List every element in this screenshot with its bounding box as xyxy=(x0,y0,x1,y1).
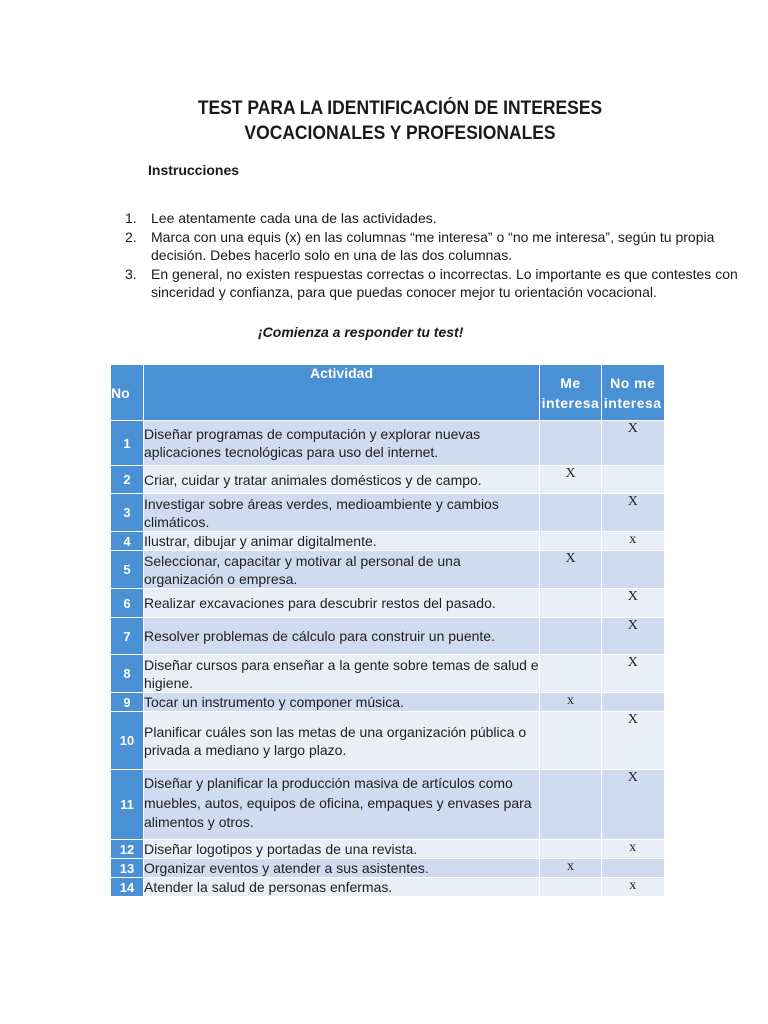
activity-cell: Atender la salud de personas enfermas. xyxy=(144,878,540,897)
table-row xyxy=(111,712,664,770)
title-line-2: VOCACIONALES Y PROFESIONALES xyxy=(244,123,556,144)
row-number: 10 xyxy=(111,712,144,770)
no-me-interesa-cell[interactable]: x xyxy=(602,878,664,897)
activity-cell: Investigar sobre áreas verdes, medioambiente y cambios climáticos. xyxy=(144,494,540,532)
no-me-interesa-cell[interactable] xyxy=(602,551,664,589)
instructions-heading: Instrucciones xyxy=(148,162,240,178)
instruction-text: En general, no existen respuestas correctas o incorrectas. Lo importante es que contestes con sinceridad y confianza, para que puedas conocer mejor tu orientación vocacional. xyxy=(151,265,738,300)
no-me-interesa-cell[interactable] xyxy=(602,466,664,494)
instruction-text: Marca con una equis (x) en las columnas “me interesa” o “no me interesa”, según tu propia decisión. Debes hacerlo solo en una de las dos columnas. xyxy=(151,228,715,263)
me-interesa-cell[interactable] xyxy=(540,532,602,551)
table-row xyxy=(111,466,664,494)
instruction-item xyxy=(122,265,742,302)
activity-cell: Criar, cuidar y tratar animales domésticos y de campo. xyxy=(144,466,540,494)
column-header-activity: Actividad xyxy=(144,365,540,421)
instruction-number: 2. xyxy=(125,228,137,245)
start-test-prompt: ¡Comienza a responder tu test! xyxy=(258,324,464,340)
activity-cell: Resolver problemas de cálculo para construir un puente. xyxy=(144,618,540,655)
row-number: 11 xyxy=(111,770,144,840)
me-interesa-cell[interactable] xyxy=(540,655,602,693)
row-number: 12 xyxy=(111,840,144,859)
activity-cell: Ilustrar, dibujar y animar digitalmente. xyxy=(144,532,540,551)
activities-table xyxy=(110,364,664,896)
table-row xyxy=(111,655,664,693)
me-interesa-cell[interactable]: X xyxy=(540,551,602,589)
activity-cell: Diseñar y planificar la producción masiva de artículos como muebles, autos, equipos de oficina, empaques y envases para alimentos y otros. xyxy=(144,770,540,840)
title-line-1: TEST PARA LA IDENTIFICACIÓN DE INTERESES xyxy=(197,98,603,119)
row-number: 7 xyxy=(111,618,144,655)
me-interesa-cell[interactable] xyxy=(540,878,602,897)
no-me-interesa-cell[interactable]: x xyxy=(602,532,664,551)
no-me-interesa-cell[interactable] xyxy=(602,859,664,878)
table-row xyxy=(111,878,664,897)
me-interesa-cell[interactable] xyxy=(540,770,602,840)
me-interesa-cell[interactable]: x xyxy=(540,693,602,712)
table-row xyxy=(111,494,664,532)
no-me-interesa-cell[interactable] xyxy=(602,693,664,712)
table-row xyxy=(111,421,664,466)
row-number: 4 xyxy=(111,532,144,551)
instruction-text: Lee atentamente cada una de las actividades. xyxy=(151,210,437,226)
table-header-row xyxy=(111,365,664,421)
no-me-interesa-cell[interactable]: X xyxy=(602,712,664,770)
table-row xyxy=(111,693,664,712)
column-header-me-interesa: Me interesa xyxy=(540,365,602,421)
no-me-interesa-cell[interactable]: X xyxy=(602,618,664,655)
no-me-interesa-cell[interactable]: X xyxy=(602,494,664,532)
me-interesa-cell[interactable] xyxy=(540,618,602,655)
no-me-interesa-cell[interactable]: X xyxy=(602,589,664,618)
instruction-number: 3. xyxy=(125,265,137,282)
no-me-interesa-cell[interactable]: X xyxy=(602,770,664,840)
activity-cell: Realizar excavaciones para descubrir restos del pasado. xyxy=(144,589,540,618)
me-interesa-cell[interactable] xyxy=(540,494,602,532)
instructions-list xyxy=(122,209,742,302)
table-row xyxy=(111,859,664,878)
row-number: 13 xyxy=(111,859,144,878)
column-header-no: No xyxy=(111,365,144,421)
row-number: 8 xyxy=(111,655,144,693)
table-row xyxy=(111,840,664,859)
table-row xyxy=(111,770,664,840)
row-number: 1 xyxy=(111,421,144,466)
row-number: 9 xyxy=(111,693,144,712)
table-row xyxy=(111,589,664,618)
table-row xyxy=(111,618,664,655)
instruction-item xyxy=(122,228,742,265)
no-me-interesa-cell[interactable]: X xyxy=(602,655,664,693)
activity-cell: Seleccionar, capacitar y motivar al personal de una organización o empresa. xyxy=(144,551,540,589)
no-me-interesa-cell[interactable]: x xyxy=(602,840,664,859)
row-number: 6 xyxy=(111,589,144,618)
me-interesa-cell[interactable] xyxy=(540,712,602,770)
table-row xyxy=(111,551,664,589)
me-interesa-cell[interactable] xyxy=(540,589,602,618)
page-title xyxy=(32,96,768,146)
row-number: 3 xyxy=(111,494,144,532)
instruction-number: 1. xyxy=(125,210,137,226)
instruction-item xyxy=(122,209,742,228)
no-me-interesa-cell[interactable]: X xyxy=(602,421,664,466)
row-number: 14 xyxy=(111,878,144,897)
row-number: 5 xyxy=(111,551,144,589)
activity-cell: Tocar un instrumento y componer música. xyxy=(144,693,540,712)
table-row xyxy=(111,532,664,551)
activity-cell: Diseñar programas de computación y explorar nuevas aplicaciones tecnológicas para uso del internet. xyxy=(144,421,540,466)
activity-cell: Planificar cuáles son las metas de una organización pública o privada a mediano y largo plazo. xyxy=(144,712,540,770)
me-interesa-cell[interactable] xyxy=(540,421,602,466)
column-header-no-me-interesa: No me interesa xyxy=(602,365,664,421)
me-interesa-cell[interactable]: x xyxy=(540,859,602,878)
activity-cell: Diseñar cursos para enseñar a la gente sobre temas de salud e higiene. xyxy=(144,656,539,691)
me-interesa-cell[interactable]: X xyxy=(540,466,602,494)
activity-cell: Diseñar logotipos y portadas de una revista. xyxy=(144,840,540,859)
me-interesa-cell[interactable] xyxy=(540,840,602,859)
row-number: 2 xyxy=(111,466,144,494)
activity-cell: Organizar eventos y atender a sus asistentes. xyxy=(144,859,540,878)
